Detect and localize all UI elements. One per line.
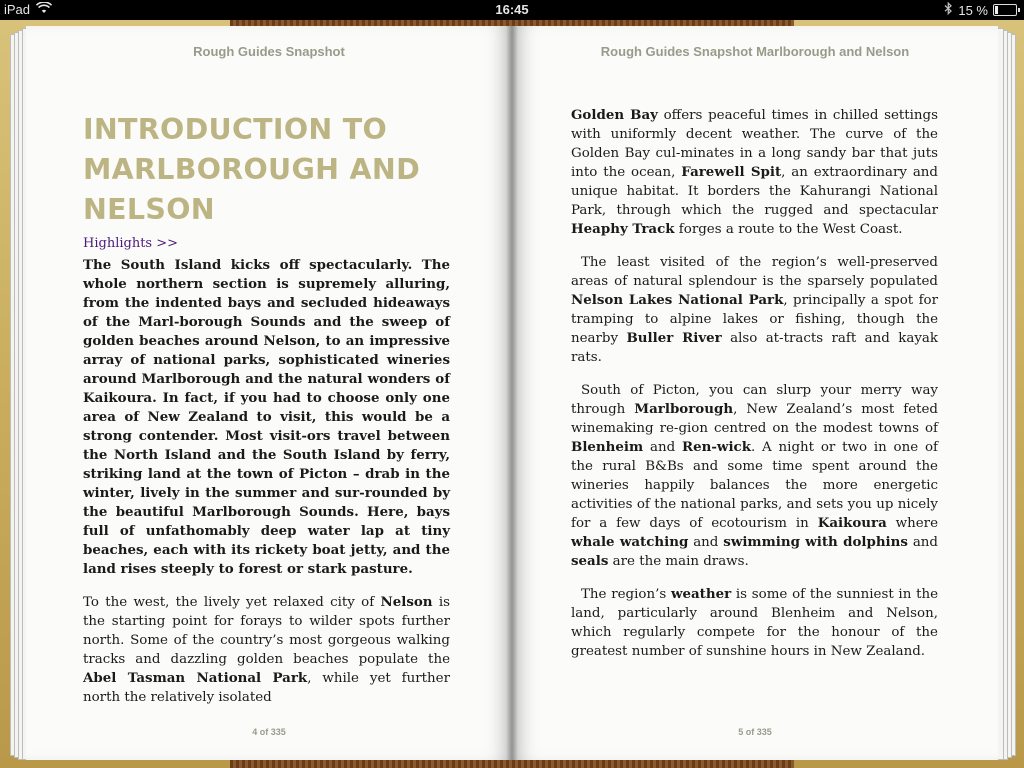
status-bar xyxy=(0,0,1024,20)
body-paragraph: Golden Bay offers peaceful times in chilled settings with uniformly decent weather. The curve of the Golden Bay cul-minates in a long sandy bar that juts into the ocean, Farewell Spit, an extraordinary and unique habitat. It borders the Kahurangi National Park, through which the rugged and spectacular Heaphy Track forges a route to the West Coast. xyxy=(571,107,938,237)
place-name: Kaikoura xyxy=(817,515,887,531)
place-name: Abel Tasman National Park xyxy=(83,670,308,686)
body-paragraph: South of Picton, you can slurp your merry way through Marlborough, New Zealand’s most feted winemaking re-gion centred on the modest towns of Blenheim and Ren-wick. A night or two in one of the rural B&Bs and some time spent around the wineries happily balances the more energetic activities of the national parks, and sets you up nicely for a few days of ecotourism in Kaikoura where whale watching and swimming with dolphins and seals are the main draws. xyxy=(571,383,939,569)
topic-name: weather xyxy=(670,586,732,602)
chapter-title: INTRODUCTION TO MARLBOROUGH AND NELSON xyxy=(83,113,421,226)
place-name: Blenheim xyxy=(571,439,644,455)
activity-name: swimming with dolphins xyxy=(723,534,908,550)
clock: 16:45 xyxy=(495,2,529,17)
right-page-content xyxy=(571,106,938,661)
place-name: Ren-wick xyxy=(681,439,751,455)
left-page[interactable] xyxy=(26,26,512,760)
body-paragraph: The region’s weather is some of the sunniest in the land, particularly around Blenheim and Nelson, which regularly compete for the honour of the greatest number of sunshine hours in New Zealand. xyxy=(571,586,938,659)
running-head-left: Rough Guides Snapshot xyxy=(193,44,345,59)
place-name: Buller River xyxy=(626,330,722,346)
page-number-left: 4 of 335 xyxy=(252,727,286,737)
bluetooth-icon xyxy=(944,2,953,18)
battery-level xyxy=(995,6,998,14)
intro-paragraph: The South Island kicks off spectacularly. The whole northern section is supremely alluring, from the indented bays and secluded hideaways of the Marl-borough Sounds and the sweep of golden beaches around Nelson, to an impressive array of national parks, sophisticated wineries around Marlborough and the natural wonders of Kaikoura. In fact, if you had to choose only one area of New Zealand to visit, this would be a strong contender. Most visit-ors travel between the North Island and the South Island by ferry, striking land at the town of Picton – drab in the winter, lively in the summer and sur-rounded by the beautiful Marlborough Sounds. Here, bays full of unfathomably deep water lap at tiny beaches, each with its rickety boat jetty, and the land rises steeply to forest or stark pasture. xyxy=(83,257,450,577)
place-name: Golden Bay xyxy=(571,107,658,123)
running-head-right: Rough Guides Snapshot Marlborough and Nelson xyxy=(600,44,910,59)
device-name: iPad xyxy=(4,2,31,17)
place-name: Heaphy Track xyxy=(571,221,675,237)
place-name: Nelson xyxy=(380,594,433,610)
left-page-content xyxy=(83,110,450,707)
battery-percent: 15 % xyxy=(958,2,988,18)
body-paragraph: To the west, the lively yet relaxed city of Nelson is the starting point for forays to wilder spots further north. Some of the country’s most gorgeous walking tracks and dazzling golden beaches populate the Abel Tasman National Park, while yet further north the relatively isolated xyxy=(83,594,450,705)
place-name: Nelson Lakes National Park xyxy=(571,292,784,308)
body-paragraph: The least visited of the region’s well-preserved areas of natural splendour is the sparsely populated Nelson Lakes National Park, principally a spot for tramping to alpine lakes or fishing, though the nearby Buller River also at-tracts raft and kayak rats. xyxy=(571,255,939,365)
battery-icon xyxy=(993,4,1017,16)
page-number-right: 5 of 335 xyxy=(738,727,772,737)
place-name: Marlborough xyxy=(634,401,734,417)
right-page[interactable] xyxy=(512,26,998,760)
status-right xyxy=(944,2,1020,18)
highlights-link[interactable]: Highlights >> xyxy=(83,236,179,251)
activity-name: whale watching xyxy=(571,534,689,550)
place-name: Farewell Spit xyxy=(681,164,782,180)
activity-name: seals xyxy=(571,553,609,569)
cover-edge-bottom xyxy=(230,760,794,768)
book-spine xyxy=(506,26,518,760)
